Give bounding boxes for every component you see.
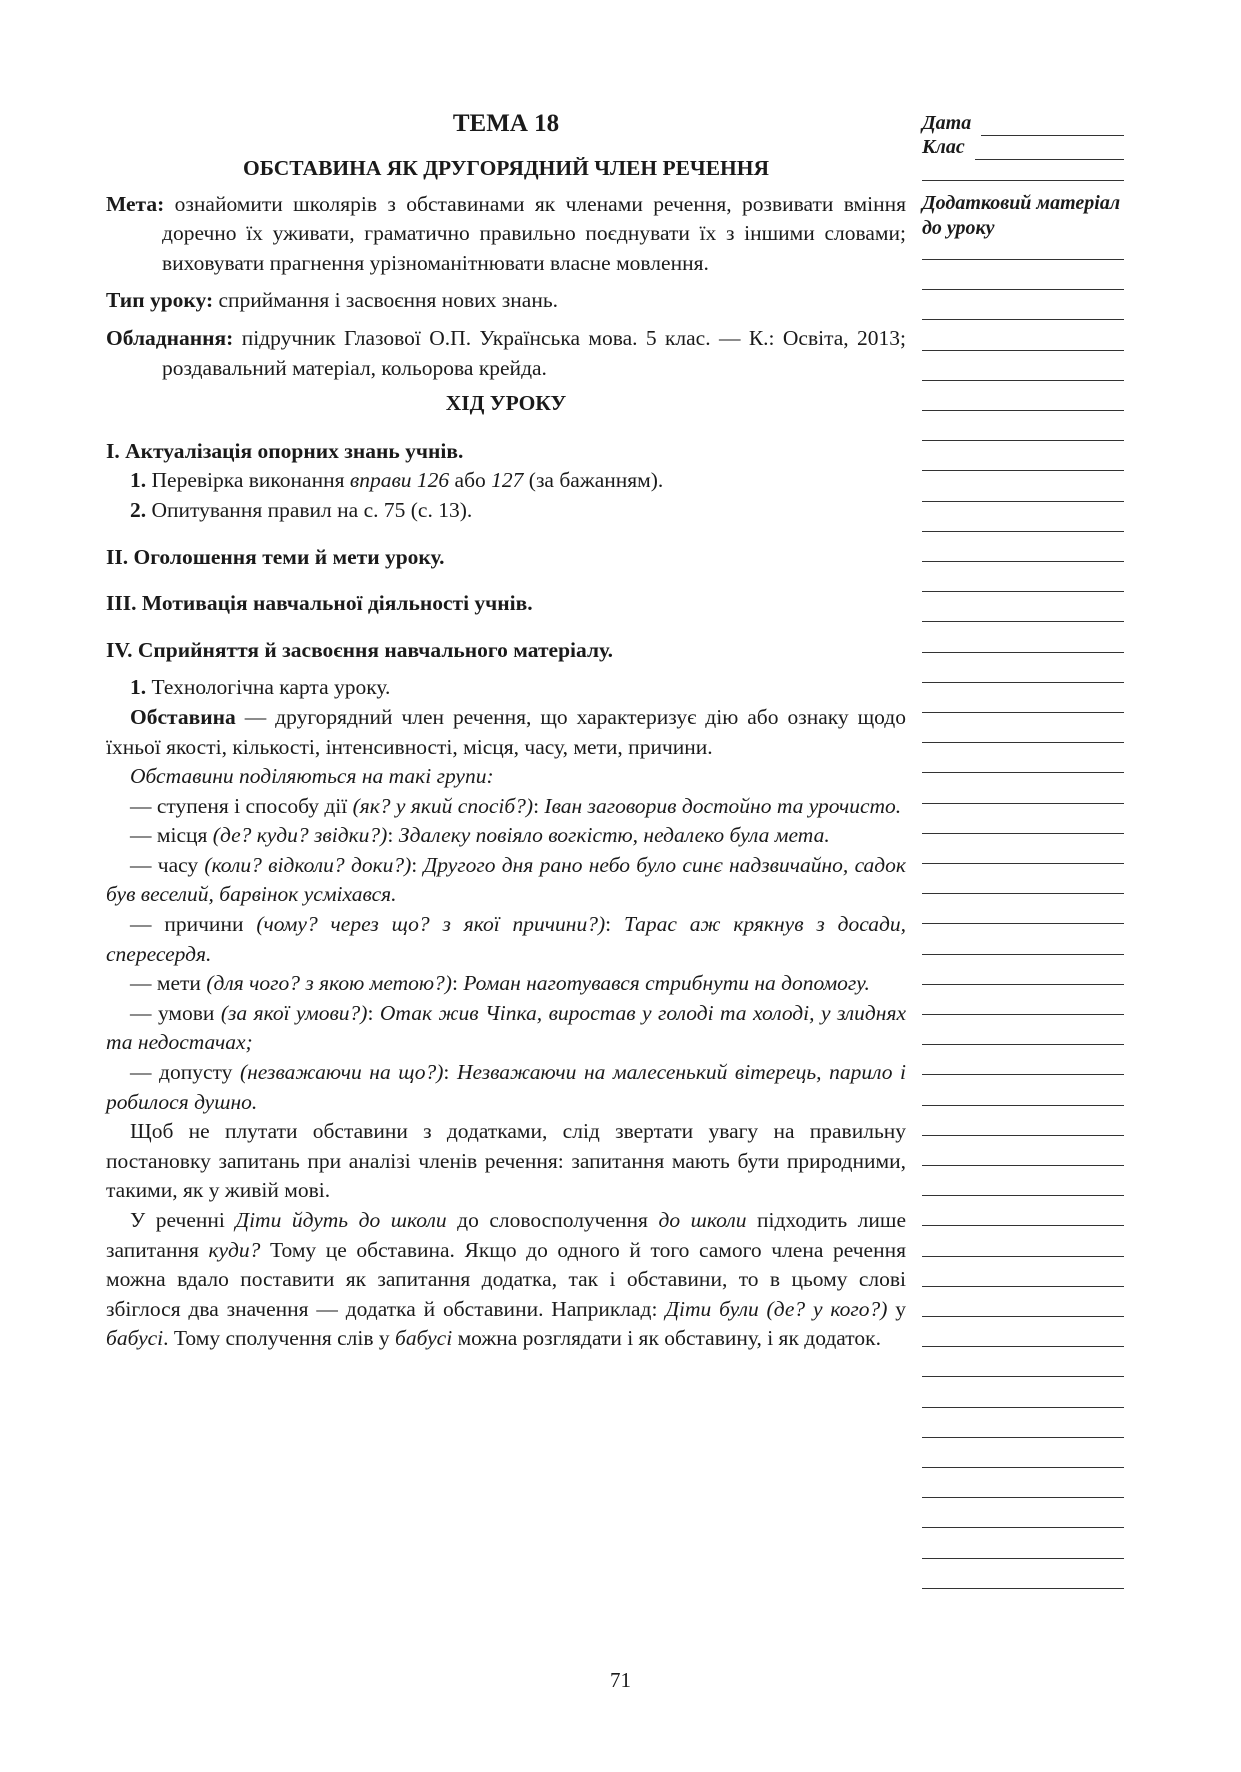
group-colon: : (411, 852, 424, 877)
note-line[interactable] (922, 531, 1124, 532)
note-line[interactable] (922, 712, 1124, 713)
item-text: (за бажанням). (523, 468, 664, 493)
item-text-italic: 127 (491, 468, 524, 493)
note-line[interactable] (922, 1286, 1124, 1287)
text: до словосполучення (446, 1208, 659, 1232)
group-question: (чому? через що? з якої причини?) (256, 912, 606, 937)
text-italic: до школи (658, 1208, 747, 1232)
definition-term: Обставина (130, 704, 236, 729)
note-line[interactable] (922, 350, 1124, 351)
note-line[interactable] (922, 1316, 1124, 1317)
text-italic: куди? (208, 1237, 261, 1262)
text-italic: Діти йдуть до школи (235, 1208, 447, 1232)
note-line[interactable] (922, 561, 1124, 562)
group-time (106, 851, 906, 910)
note-line[interactable] (922, 1074, 1124, 1075)
group-colon: : (605, 912, 624, 937)
item-number: 1. (130, 675, 147, 700)
group-label: — часу (130, 852, 205, 877)
goal-label: Мета: (106, 191, 165, 216)
text-italic: бабусі (395, 1326, 453, 1351)
note-line[interactable] (922, 591, 1124, 592)
note-line[interactable] (922, 1407, 1124, 1408)
note-line[interactable] (922, 682, 1124, 683)
group-label: — місця (130, 823, 213, 848)
group-purpose (106, 969, 906, 999)
note-line[interactable] (922, 440, 1124, 441)
group-example: Роман наготувався стрибнути на допомогу. (463, 971, 870, 996)
group-cause (106, 910, 906, 969)
text: підходить лише запитання (106, 1208, 906, 1262)
note-line[interactable] (922, 742, 1124, 743)
body-item-1 (106, 673, 906, 703)
text-italic: Діти були (де? у кого?) (665, 1296, 888, 1321)
group-question: (коли? відколи? доки?) (204, 852, 412, 877)
class-label: Клас (922, 136, 965, 158)
group-colon: : (367, 1000, 380, 1025)
item-text: Опитування правил на с. 75 (с. 13). (146, 497, 473, 522)
note-line[interactable] (922, 1014, 1124, 1015)
note-line[interactable] (922, 289, 1124, 290)
text: у (887, 1296, 906, 1321)
note-line[interactable] (922, 863, 1124, 864)
goal-paragraph (106, 190, 906, 279)
note-line[interactable] (922, 652, 1124, 653)
note-line[interactable] (922, 1437, 1124, 1438)
groups-intro: Обставини поділяються на такі групи: (130, 764, 494, 789)
note-line[interactable] (922, 1105, 1124, 1106)
note-line[interactable] (922, 501, 1124, 502)
group-colon: : (387, 823, 399, 848)
section-4-heading: IV. Сприйняття й засвоєння навчального матеріалу. (106, 637, 613, 662)
note-line[interactable] (922, 259, 1124, 260)
group-colon: : (443, 1060, 457, 1085)
equipment-text: підручник Глазової О.П. Українська мова. 5 клас. — К.: Освіта, 2013; роздавальний матеріал, кольорова крейда. (162, 325, 906, 380)
note-line[interactable] (922, 380, 1124, 381)
paragraph-example (106, 1206, 906, 1354)
note-line[interactable] (922, 1376, 1124, 1377)
paragraph-distinguish: Щоб не плутати обставини з додатками, слід звертати увагу на правильну постановку запитань при аналізі членів речення: запитання мають бути природними, такими, як у живій мові. (106, 1119, 906, 1203)
item-text: Перевірка виконання (146, 468, 350, 493)
group-place (106, 821, 906, 851)
note-line[interactable] (922, 833, 1124, 834)
group-example: Незважаючи на малесенький вітерець, парило і робилося душно. (106, 1060, 906, 1114)
section-2-heading: ІІ. Оголошення теми й мети уроку. (106, 544, 445, 569)
group-label: — умови (130, 1000, 221, 1025)
group-colon: : (533, 793, 545, 818)
item-text-italic: вправи 126 (349, 468, 450, 493)
group-example: Іван заговорив достойно та урочисто. (544, 793, 902, 818)
note-line[interactable] (922, 1044, 1124, 1045)
note-line[interactable] (922, 984, 1124, 985)
note-line[interactable] (922, 954, 1124, 955)
goal-text: ознайомити школярів з обставинами як членами речення, розвивати вміння доречно їх уживати, граматично правильно поєднувати їх з іншими словами; виховувати прагнення урізноманітнювати власне мовлення. (162, 191, 906, 275)
item-text: Технологічна карта уроку. (146, 675, 391, 700)
text: . Тому сполучення слів у (163, 1326, 396, 1351)
topic-number: ТЕМА 18 (452, 110, 560, 137)
group-example: Здалеку повіяло вогкістю, недалеко була мета. (398, 823, 830, 848)
section-1-item-1 (106, 466, 906, 496)
group-example: Тарас аж крякнув з досади, спересердя. (106, 912, 907, 966)
equipment-paragraph (106, 324, 906, 383)
extra-material-label: Додатковий матеріал до уроку (922, 192, 1121, 239)
item-number: 1. (130, 468, 147, 493)
note-line[interactable] (922, 470, 1124, 471)
sidebar-divider (922, 180, 1124, 181)
lesson-type-label: Тип уроку: (106, 288, 214, 313)
equipment-label: Обладнання: (106, 325, 234, 350)
lesson-type-paragraph (106, 286, 906, 316)
group-concession (106, 1058, 906, 1117)
section-1-item-2 (106, 496, 906, 526)
note-line[interactable] (922, 410, 1124, 411)
note-line[interactable] (922, 803, 1124, 804)
page-number: 71 (610, 1668, 631, 1692)
group-question: (за якої умови?) (220, 1000, 368, 1025)
note-line[interactable] (922, 621, 1124, 622)
note-line[interactable] (922, 1527, 1124, 1528)
date-label: Дата (922, 112, 972, 134)
topic-title: ОБСТАВИНА ЯК ДРУГОРЯДНИЙ ЧЛЕН РЕЧЕННЯ (242, 156, 770, 180)
text: можна розглядати і як обставину, і як додаток. (452, 1326, 881, 1351)
group-question: (де? куди? звідки?) (212, 823, 388, 848)
note-line[interactable] (922, 319, 1124, 320)
section-1-heading: І. Актуалізація опорних знань учнів. (106, 438, 464, 463)
lesson-type-text: сприймання і засвоєння нових знань. (213, 288, 559, 313)
text-italic: бабусі (106, 1326, 164, 1351)
note-line[interactable] (922, 1165, 1124, 1166)
group-example: Другого дня рано небо було синє надзвичайно, садок був веселий, барвінок усміхався. (106, 852, 906, 907)
class-field-line[interactable] (975, 141, 1124, 160)
note-line[interactable] (922, 1558, 1124, 1559)
group-label: — причини (130, 912, 257, 937)
lesson-heading: ХІД УРОКУ (445, 391, 567, 416)
note-line[interactable] (922, 1135, 1124, 1136)
notes-sidebar (922, 112, 1124, 241)
note-line[interactable] (922, 1225, 1124, 1226)
definition-paragraph (106, 703, 906, 762)
group-label: — ступеня і способу дії (130, 793, 353, 818)
text: Тому це обставина. Якщо до одного й того самого члена речення можна вдало поставити як запитання додатка, так і обставини, то в цьому слові збіглося два значення — додатка й обставини. Наприклад: (106, 1237, 906, 1321)
group-label: — мети (130, 971, 207, 996)
date-row (922, 112, 1124, 136)
note-line[interactable] (922, 1195, 1124, 1196)
note-line[interactable] (922, 1346, 1124, 1347)
note-line[interactable] (922, 1467, 1124, 1468)
item-text: або (449, 468, 492, 493)
group-example: Отак жив Чіпка, виростав у голоді та холоді, у злиднях та недостачах; (106, 1000, 906, 1055)
note-line[interactable] (922, 1256, 1124, 1257)
group-question: (як? у який спосіб?) (352, 793, 534, 818)
note-line[interactable] (922, 923, 1124, 924)
main-column (106, 108, 906, 1354)
group-question: (для чого? з якою метою?) (206, 971, 452, 996)
note-line[interactable] (922, 772, 1124, 773)
class-row (922, 136, 1124, 160)
note-line[interactable] (922, 1588, 1124, 1589)
group-question: (незважаючи на що?) (239, 1060, 444, 1085)
item-number: 2. (130, 497, 147, 522)
group-manner (106, 792, 906, 822)
date-field-line[interactable] (981, 117, 1124, 136)
group-condition (106, 999, 906, 1058)
section-3-heading: ІІІ. Мотивація навчальної діяльності учнів. (106, 591, 533, 616)
definition-text: — другорядний член речення, що характеризує дію або ознаку щодо їхньої якості, кількості, інтенсивності, місця, часу, мети, причини. (106, 704, 906, 759)
group-colon: : (451, 971, 464, 996)
note-line[interactable] (922, 1497, 1124, 1498)
group-label: — допусту (130, 1060, 240, 1085)
note-line[interactable] (922, 893, 1124, 894)
text: У реченні (130, 1208, 236, 1232)
